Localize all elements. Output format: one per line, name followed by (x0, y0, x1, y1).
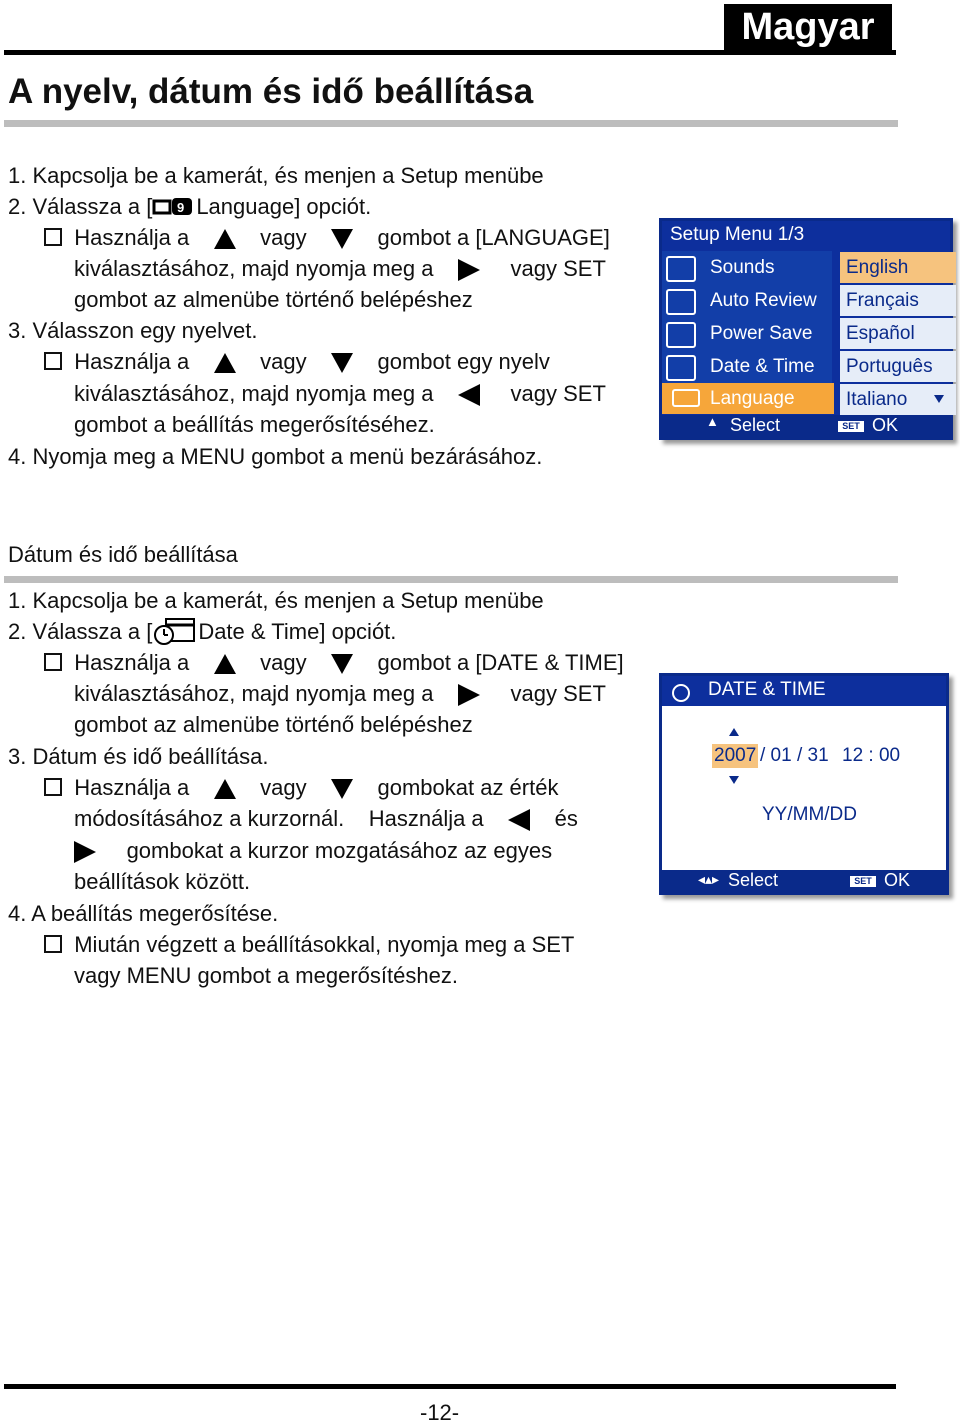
text: Használja a (74, 775, 190, 800)
step2-part1: 2. Válassza a [ (8, 194, 153, 219)
right-arrow-icon (458, 259, 480, 281)
s2-step4-instruction-line1 (44, 929, 574, 960)
checkbox-icon (44, 653, 62, 671)
step2-part1: 2. Válassza a [ (8, 619, 153, 644)
step3-instruction-line1 (44, 346, 550, 377)
select-hint: Select (730, 415, 781, 435)
text: gombokat az érték (377, 775, 559, 800)
language-option-portugues[interactable]: Português (840, 351, 956, 382)
up-arrow-icon (214, 353, 236, 373)
step4-text: 4. Nyomja meg a MENU gombot a menü bezárásához. (8, 444, 543, 469)
language-option-italiano[interactable]: Italiano (840, 384, 956, 415)
language-option-english[interactable]: English (840, 252, 956, 283)
language-option-espanol[interactable]: Español (840, 318, 956, 349)
language-tag: Magyar (724, 4, 892, 50)
checkbox-icon (44, 935, 62, 953)
s2-step3-text: 3. Dátum és idő beállítása. (8, 744, 269, 769)
s2-step1-text: 1. Kapcsolja be a kamerát, és menjen a Setup menübe (8, 588, 544, 613)
s2-step3-instruction-line4: beállítások között. (74, 869, 251, 894)
text: vagy (260, 349, 307, 374)
s2-step2-text (8, 616, 396, 647)
month-day-field[interactable]: / 01 / 31 (760, 745, 829, 766)
section-divider (4, 576, 898, 583)
text: Használja a (74, 349, 190, 374)
scroll-down-icon (934, 395, 944, 403)
text: vagy SET (510, 381, 606, 406)
text: és (554, 806, 578, 831)
set-badge: SET (850, 876, 876, 887)
step3-text: 3. Válasszon egy nyelvet. (8, 318, 258, 343)
menu-item-language[interactable]: Language (710, 388, 795, 409)
s2-step2-instruction-line3: gombot az almenübe történő belépéshez (74, 712, 473, 737)
value-up-icon (729, 728, 739, 736)
text: vagy SET (510, 681, 606, 706)
menu-item-sounds[interactable]: Sounds (710, 257, 775, 278)
time-field[interactable]: 12 : 00 (842, 745, 901, 766)
language-icon (152, 194, 196, 214)
year-field[interactable]: 2007 (714, 745, 757, 766)
title-divider (4, 120, 898, 127)
text: Használja a (368, 806, 484, 831)
footer-rule (4, 1384, 896, 1389)
date-format-field[interactable]: YY/MM/DD (762, 804, 857, 825)
power-save-icon (666, 322, 696, 348)
calendar-clock-icon (152, 617, 198, 647)
down-arrow-icon (331, 353, 353, 373)
text: gombokat a kurzor mozgatásához az egyes (126, 838, 553, 863)
text: Használja a (74, 225, 190, 250)
text: kiválasztásához, majd nyomja meg a (74, 681, 434, 706)
text: gombot a [DATE & TIME] (377, 650, 624, 675)
four-way-icon: ◂▴▸ (698, 871, 720, 887)
text: gombot egy nyelv (377, 349, 550, 374)
page-number: -12- (420, 1400, 460, 1425)
step2-instruction-line1 (44, 222, 610, 253)
up-arrow-icon (214, 654, 236, 674)
s2-step4-instruction-line2: vagy MENU gombot a megerősítéshez. (74, 963, 458, 988)
updown-icon: ▲ (706, 414, 719, 429)
value-down-icon (729, 776, 739, 784)
section-title: Dátum és idő beállítása (8, 542, 238, 567)
menu-item-power-save[interactable]: Power Save (710, 323, 813, 344)
checkbox-icon (44, 778, 62, 796)
left-arrow-icon (458, 384, 480, 406)
date-time-title-icon (672, 684, 690, 702)
text: Miután végzett a beállításokkal, nyomja meg a SET (74, 932, 575, 957)
step1-text: 1. Kapcsolja be a kamerát, és menjen a Setup menübe (8, 163, 544, 188)
text: vagy (260, 775, 307, 800)
text: gombot a [LANGUAGE] (377, 225, 610, 250)
menu-item-auto-review[interactable]: Auto Review (710, 290, 817, 311)
text: Használja a (74, 650, 190, 675)
up-arrow-icon (214, 229, 236, 249)
s2-step2-instruction-line1 (44, 647, 624, 678)
setup-menu-title: Setup Menu 1/3 (670, 224, 805, 245)
s2-step2-instruction-line2 (74, 678, 606, 709)
down-arrow-icon (331, 779, 353, 799)
text: vagy (260, 225, 307, 250)
speaker-icon (666, 256, 696, 282)
down-arrow-icon (331, 229, 353, 249)
checkbox-icon (44, 228, 62, 246)
s2-step4-text: 4. A beállítás megerősítése. (8, 901, 279, 926)
left-arrow-icon (508, 809, 530, 831)
language-menu-icon (672, 389, 700, 407)
set-badge: SET (838, 421, 864, 432)
s2-step3-instruction-line1 (44, 772, 558, 803)
checkbox-icon (44, 352, 62, 370)
ok-hint: OK (872, 415, 899, 435)
text: módosításához a kurzornál. (74, 806, 345, 831)
right-arrow-icon (458, 684, 480, 706)
step2-instruction-line3: gombot az almenübe történő belépéshez (74, 287, 473, 312)
down-arrow-icon (331, 654, 353, 674)
svg-text:9: 9 (177, 200, 185, 215)
s2-step3-instruction-line2 (74, 803, 578, 834)
text: kiválasztásához, majd nyomja meg a (74, 256, 434, 281)
ok-hint: OK (884, 870, 911, 890)
step2-text (8, 191, 371, 222)
up-arrow-icon (214, 779, 236, 799)
step3-instruction-line2 (74, 378, 606, 409)
text: vagy SET (510, 256, 606, 281)
setup-menu-screen (659, 218, 953, 440)
text: kiválasztásához, majd nyomja meg a (74, 381, 434, 406)
select-hint: Select (728, 870, 779, 890)
page-title: A nyelv, dátum és idő beállítása (8, 72, 534, 111)
s2-step3-instruction-line3 (74, 835, 552, 866)
step2-instruction-line2 (74, 253, 606, 284)
header-rule (4, 50, 896, 55)
step3-instruction-line3: gombot a beállítás megerősítéséhez. (74, 412, 435, 437)
step2-part2: Date & Time] opciót. (198, 619, 397, 644)
date-time-screen (659, 673, 949, 895)
step2-part2: Language] opciót. (196, 194, 372, 219)
date-time-title: DATE & TIME (708, 679, 826, 700)
right-arrow-icon (74, 841, 96, 863)
date-time-icon (666, 355, 696, 381)
menu-item-date-time[interactable]: Date & Time (710, 356, 815, 377)
text: vagy (260, 650, 307, 675)
review-icon (666, 289, 696, 315)
language-option-francais[interactable]: Français (840, 285, 956, 316)
